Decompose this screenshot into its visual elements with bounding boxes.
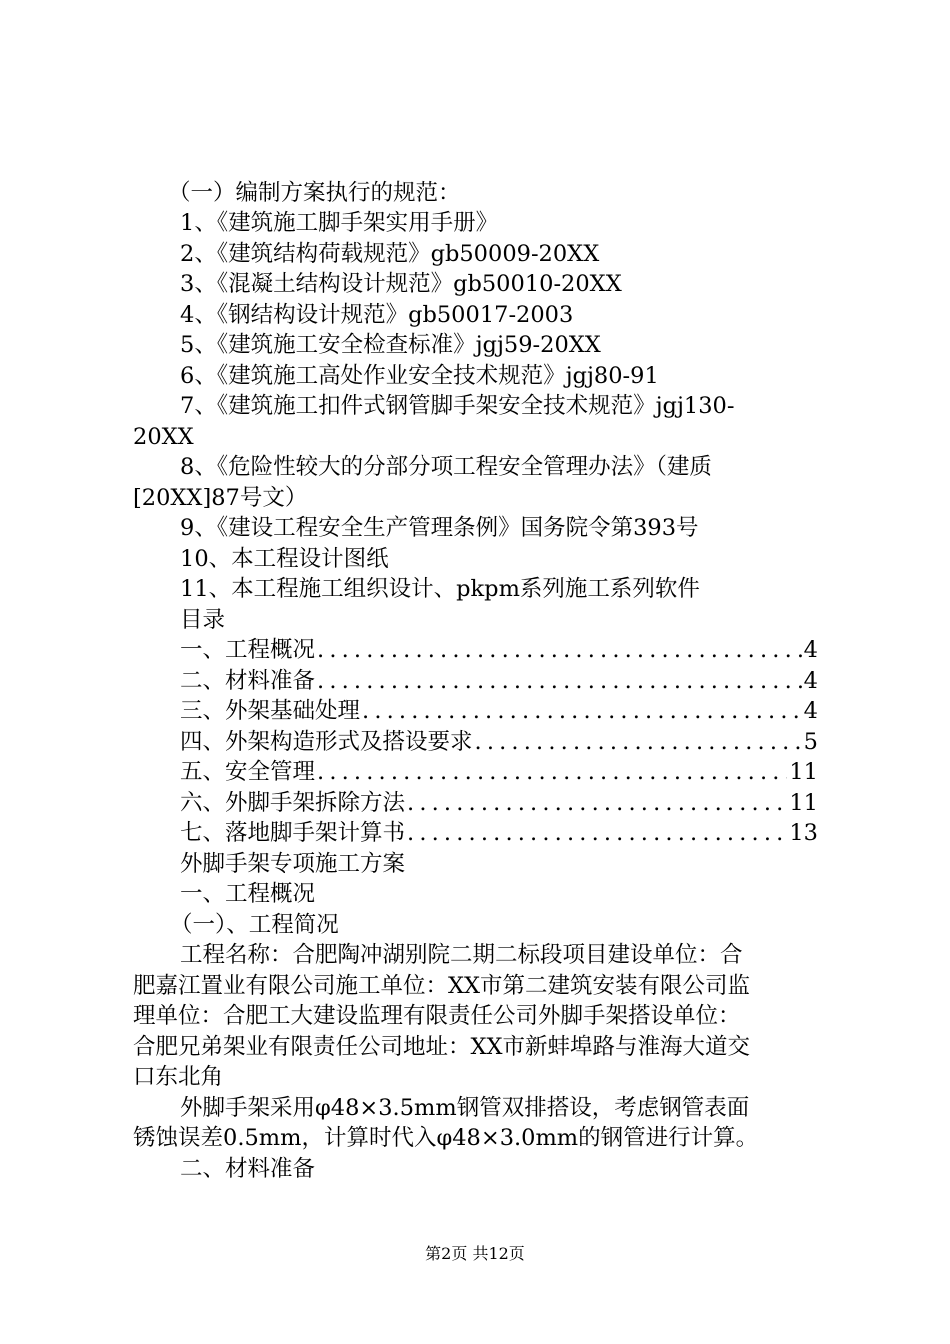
standard-item: 10、本工程设计图纸: [180, 546, 389, 572]
toc-entry[interactable]: [180, 696, 818, 726]
toc-entry-page: 13: [789, 820, 818, 846]
toc-entry-label: 二、材料准备: [180, 668, 316, 694]
toc-entry[interactable]: [180, 788, 818, 818]
toc-leader: [407, 788, 787, 818]
standard-item: 3、《混凝土结构设计规范》gb50010-20XX: [180, 271, 622, 297]
page-footer: 第2页 共12页: [425, 1244, 525, 1263]
toc-entry[interactable]: [180, 727, 818, 757]
standard-item: 1、《建筑施工脚手架实用手册》: [180, 210, 499, 236]
toc-leader: [317, 666, 802, 696]
standard-item: 11、本工程施工组织设计、pkpm系列施工系列软件: [180, 576, 700, 602]
paragraph-line: 理单位：合肥工大建设监理有限责任公司外脚手架搭设单位：: [133, 1003, 741, 1029]
standard-item: 6、《建筑施工高处作业安全技术规范》jgj80-91: [180, 363, 659, 389]
standard-item: 8、《危险性较大的分部分项工程安全管理办法》（建质: [180, 454, 712, 480]
standard-item-continued: [20XX]87号文）: [133, 485, 308, 511]
standard-item-continued: 20XX: [133, 424, 194, 450]
toc-leader: [407, 818, 787, 848]
toc-entry-page: 5: [803, 729, 818, 755]
toc-leader: [362, 696, 802, 726]
toc-entry-page: 11: [789, 759, 818, 785]
paragraph-line: 外脚手架采用φ48×3.5mm钢管双排搭设，考虑钢管表面: [180, 1095, 750, 1121]
toc-entry[interactable]: [180, 818, 818, 848]
toc-leader: [317, 757, 787, 787]
toc-entry-page: 4: [803, 637, 818, 663]
toc-leader: [475, 727, 802, 757]
standard-item: 7、《建筑施工扣件式钢管脚手架安全技术规范》jgj130-: [180, 393, 735, 419]
toc-entry[interactable]: [180, 666, 818, 696]
toc-leader: [317, 635, 802, 665]
toc-entry-page: 4: [803, 668, 818, 694]
paragraph-line: 口东北角: [133, 1064, 224, 1090]
standard-item: 5、《建筑施工安全检查标准》jgj59-20XX: [180, 332, 601, 358]
document-title: 外脚手架专项施工方案: [180, 851, 406, 877]
toc-entry-label: 三、外架基础处理: [180, 698, 361, 724]
heading-2: （一）、工程简况: [170, 912, 339, 938]
heading-1: 二、材料准备: [180, 1156, 316, 1182]
heading-1: 一、工程概况: [180, 881, 316, 907]
toc-entry-label: 五、安全管理: [180, 759, 316, 785]
standard-item: 4、《钢结构设计规范》gb50017-2003: [180, 302, 574, 328]
toc-entry[interactable]: [180, 757, 818, 787]
toc-entry-label: 七、落地脚手架计算书: [180, 820, 406, 846]
toc-entry-label: 六、外脚手架拆除方法: [180, 790, 406, 816]
paragraph-line: 肥嘉江置业有限公司施工单位：XX市第二建筑安装有限公司监: [133, 973, 751, 999]
toc-entry-label: 四、外架构造形式及搭设要求: [180, 729, 473, 755]
toc-entry[interactable]: [180, 635, 818, 665]
toc-title: 目录: [180, 607, 226, 633]
toc-entry-page: 4: [803, 698, 818, 724]
toc-entry-label: 一、工程概况: [180, 637, 316, 663]
standard-item: 2、《建筑结构荷载规范》gb50009-20XX: [180, 241, 600, 267]
section-heading: （一）编制方案执行的规范：: [168, 180, 461, 206]
paragraph-line: 合肥兄弟架业有限责任公司地址：XX市新蚌埠路与淮海大道交: [133, 1034, 751, 1060]
paragraph-line: 工程名称：合肥陶冲湖别院二期二标段项目建设单位：合: [180, 942, 743, 968]
paragraph-line: 锈蚀误差0.5mm，计算时代入φ48×3.0mm的钢管进行计算。: [133, 1125, 759, 1151]
toc-entry-page: 11: [789, 790, 818, 816]
standard-item: 9、《建设工程安全生产管理条例》国务院令第393号: [180, 515, 699, 541]
